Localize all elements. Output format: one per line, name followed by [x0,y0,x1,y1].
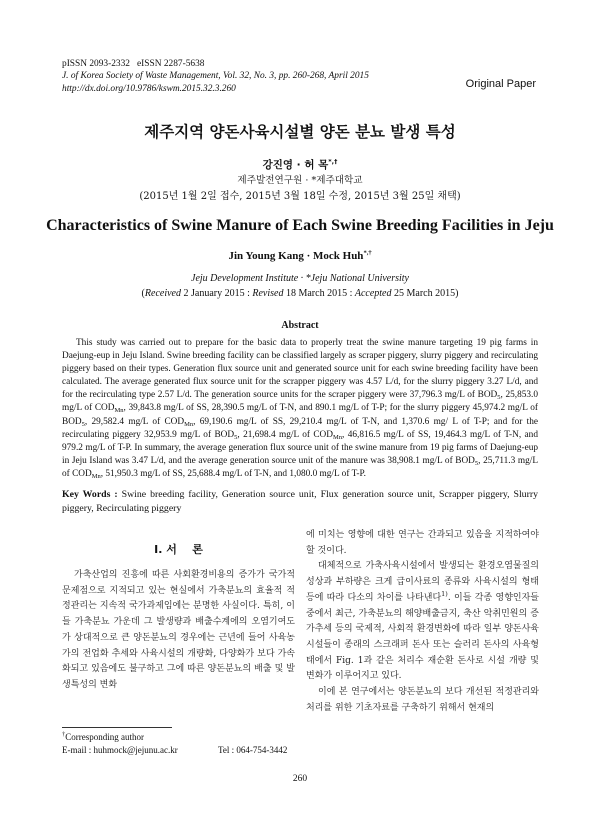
section-heading-introduction: I. 서 론 [154,543,203,556]
doi-link[interactable]: http://dx.doi.org/10.9786/kswm.2015.32.3.260 [62,83,236,94]
abstract-body [62,337,538,481]
page-number: 260 [292,774,308,784]
accepted-label: Accepted [354,288,392,299]
received-label: Received [144,288,181,299]
paper-type-label: Original Paper [465,78,536,90]
footnote-tel: Tel : 064-754-3442 [218,744,288,755]
abstract-heading: Abstract [281,320,319,331]
keywords-label: Key Words : [62,489,118,500]
korean-author-names: 강진영 · 허 목 [262,159,329,171]
intro-paragraph-3: 이에 본 연구에서는 양돈분뇨의 보다 개선된 적정관리와 처리를 위한 기초자료를 구축하기 위해서 현재의 [306,687,539,713]
keywords [62,488,538,516]
issn: pISSN 2093-2332 eISSN 2287-5638 [62,59,205,69]
revised-date: 18 March 2015 [285,288,348,299]
korean-dates: (2015년 1월 2일 접수, 2015년 3월 18일 수정, 2015년 3월 25일 채택) [139,191,461,202]
right-column [306,528,539,716]
corresponding-author-label: Corresponding author [65,732,144,742]
left-column [62,568,295,694]
journal-header [62,58,369,95]
english-title: Characteristics of Swine Manure of Each Swine Breeding Facilities in Jeju [46,217,554,234]
footnote-email[interactable]: E-mail : huhmock@jejunu.ac.kr [62,744,178,755]
english-author-mark: *,† [363,249,372,257]
received-date: 2 January 2015 [183,288,245,299]
korean-author-mark: *,† [328,157,338,166]
keywords-text: Swine breeding facility, Generation source unit, Flux generation source unit, Scrapper piggery, Slurry piggery, Recirculating piggery [62,489,539,514]
intro-paragraph-1: 가축산업의 진흥에 따른 사회환경비용의 증가가 국가적 문제점으로 지적되고 있는 현실에서 가축분뇨의 효율적 적정관리는 지속적 국가과제임에는 분명한 사실이다. 특히, 이들 가축분뇨 가운데 그 발생량과 배출수계에의 오염기여도가 상대적으로 큰 양돈분뇨의 경우에는 근년에 들어 사육농가의 전업화 추세와 사육시설의 개량화, 다양화가 보다 가속화되고 있음에도 불구하고 그에 따른 양돈분뇨의 배출 및 발생특성의 변화 [62,570,295,690]
accepted-date: 25 March 2015 [394,288,456,299]
footnote-mark: † [62,731,66,738]
footnote-divider [62,727,172,728]
english-affiliation: Jeju Development Institute · *Jeju National University [191,273,409,284]
footnote [62,731,288,756]
korean-affiliation: 제주발전연구원 · *제주대학교 [237,175,363,186]
intro-paragraph-2: 대체적으로 가축사육시설에서 발생되는 환경오염물질의 성상과 부하량은 크게 급이사료의 종류와 사육시설의 형태 등에 따라 다소의 차이를 나타낸다$^{1)}$. 이들 각종 영향인자들 중에서 최근, 가축분뇨의 해양배출금지, 축산 악취민원의 증가추세 등의 국제적, 사회적 환경변화에 따라 일부 양돈사육시설들이 종래의 스크래퍼 돈사 또는 슬러리 돈사의 사육형태에서 Fig. 1과 같은 처리수 재순환 돈사로 시설 개량 및 변화가 이루어지고 있다. [306,561,539,682]
journal-citation: J. of Korea Society of Waste Management, Vol. 32, No. 3, pp. 260-268, April 2015 [62,71,369,82]
english-authors [0,250,600,262]
english-dates: (Received 2 January 2015 : Revised 18 March 2015 : Accepted 25 March 2015) [141,288,459,299]
korean-title: 제주지역 양돈사육시설별 양돈 분뇨 발생 특성 [144,123,456,141]
intro-paragraph-1-continued: 에 미치는 영향에 대한 연구는 간과되고 있음을 지적하여야 할 것이다. [306,530,539,556]
korean-authors [0,157,600,172]
abstract-paragraph: This study was carried out to prepare for the basic data to properly treat the swine manure targeting 19 pig farms in Daejung-eup in Jeju Island. Swine breeding facility can be classified largely as scraper piggery, slurry piggery and recirculating piggery based on their types. Generation flux source unit and generated source unit for each swine breeding facility have been calculated. The average generated flux source unit for the scrapper piggery was 4.57 L/d, for the slurry piggery 3.27 L/d, and for the recirculating type 2.57 L/d. The generation source units for the scraper piggery were 37,796.3 mg/L of $BOD_5$, 25,853.0 mg/L of $COD_{Mn}$, 39,843.8 mg/L of SS, 28,390.5 mg/L of T-N, and 890.1 mg/L of T-P; for the slurry piggery 45,974.2 mg/L of $BOD_5$, 29,582.4 mg/L of $COD_{Mn}$, 69,190.6 mg/L of SS, 29,210.4 mg/L of T-N, and 1,370.6 mg/ L of T-P; and for the recirculating piggery 32,953.9 mg/L of $BOD_5$, 21,698.4 mg/L of $COD_{Mn}$, 46,816.5 mg/L of SS, 19,464.3 mg/L of T-N, and 979.2 mg/L of T-P. In summary, the average generation flux source unit of the swine manure from 19 pig farms of Daejung-eup in Jeju Island was 3.47 L/d, and the average generation source unit of the manure was 38,908.1 mg/L of $BOD_5$, 25,711.3 mg/L of $COD_{Mn}$, 51,950.3 mg/L of SS, 25,688.4 mg/L of T-N, and 1,080.0 mg/L of T-P. [62,338,539,480]
reference-mark: 1) [441,589,448,598]
revised-label: Revised [252,288,284,299]
english-author-names: Jin Young Kang · Mock Huh [228,250,364,262]
